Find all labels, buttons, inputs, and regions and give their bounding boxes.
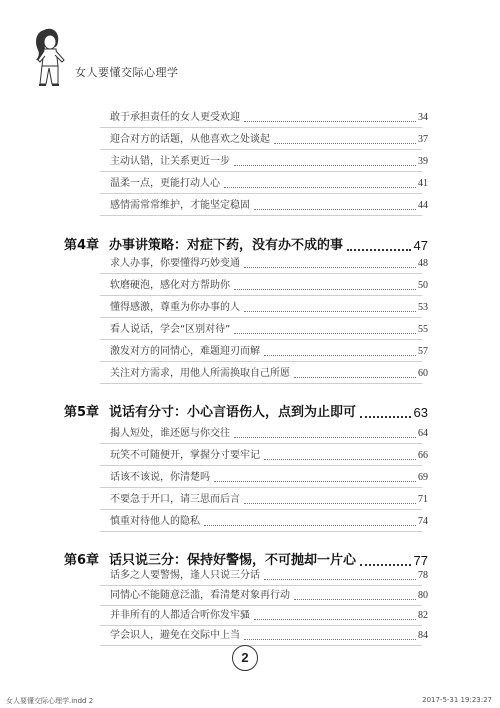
entry-title: 并非所有的人都适合听你发牢骚 xyxy=(110,610,250,621)
toc-entry[interactable] xyxy=(110,280,428,292)
toc-entry[interactable] xyxy=(110,324,428,336)
toc-entry[interactable] xyxy=(110,472,428,484)
chapter-title: 说话有分寸：小心言语伤人，点到为止即可 xyxy=(109,405,357,420)
entry-divider xyxy=(100,645,422,646)
dot-leader xyxy=(244,310,416,312)
dot-leader xyxy=(204,524,416,526)
page-reference: 82 xyxy=(418,610,428,621)
entry-divider xyxy=(100,273,422,274)
entry-title: 激发对方的同情心，难题迎刃而解 xyxy=(110,346,260,357)
dot-leader xyxy=(347,248,410,251)
page-reference: 64 xyxy=(418,428,428,439)
toc-entry[interactable] xyxy=(110,516,428,528)
entry-title: 软磨硬泡，感化对方帮助你 xyxy=(110,280,230,291)
entry-title: 关注对方需求，用他人所需换取自己所愿 xyxy=(110,368,290,379)
dot-leader xyxy=(264,354,416,356)
toc-entry[interactable] xyxy=(110,450,428,462)
page-reference: 74 xyxy=(418,516,428,527)
entry-divider xyxy=(100,295,422,296)
page-reference: 44 xyxy=(418,200,428,211)
book-title: 女人要懂交际心理学 xyxy=(75,66,179,79)
page-reference: 60 xyxy=(418,368,428,379)
dot-leader xyxy=(254,618,416,620)
entry-divider xyxy=(100,361,422,362)
dot-leader xyxy=(244,638,416,640)
page-reference: 78 xyxy=(418,570,428,581)
dot-leader xyxy=(294,598,416,600)
dot-leader xyxy=(244,502,416,504)
toc-entry[interactable] xyxy=(110,590,428,602)
entry-divider xyxy=(100,443,422,444)
entry-divider xyxy=(100,585,422,586)
entry-title: 慎重对待他人的隐私 xyxy=(110,516,200,527)
toc-entry[interactable] xyxy=(110,156,428,168)
entry-title: 看人说话，学会“区别对待” xyxy=(110,324,231,335)
entry-title: 懂得感激，尊重为你办事的人 xyxy=(110,302,240,313)
toc-entry[interactable] xyxy=(110,630,428,642)
entry-divider xyxy=(100,605,422,606)
toc-entry[interactable] xyxy=(110,570,428,582)
entry-divider xyxy=(100,625,422,626)
toc-entry[interactable] xyxy=(110,112,428,124)
entry-title: 揭人短处，谁还愿与你交往 xyxy=(110,428,230,439)
page-reference: 41 xyxy=(418,178,428,189)
page-reference: 53 xyxy=(418,302,428,313)
toc-chapter[interactable] xyxy=(64,405,428,421)
page-reference: 37 xyxy=(418,134,428,145)
chapter-number: 第4章 xyxy=(64,238,100,253)
entry-title: 温柔一点，更能打动人心 xyxy=(110,178,220,189)
footer-file-label: 女人要懂交际心理学.indd 2 xyxy=(6,697,94,705)
page-reference: 50 xyxy=(418,280,428,291)
entry-title: 主动认错，让关系更近一步 xyxy=(110,156,230,167)
footer-timestamp: 2017-5-31 19:23:27 xyxy=(422,696,492,704)
toc-entry[interactable] xyxy=(110,610,428,622)
entry-title: 感情需常常维护，才能坚定稳固 xyxy=(110,200,250,211)
page-reference: 71 xyxy=(418,494,428,505)
entry-title: 不要急于开口，请三思而后言 xyxy=(110,494,240,505)
entry-divider xyxy=(100,339,422,340)
entry-divider xyxy=(100,215,422,216)
dot-leader xyxy=(244,266,416,268)
dot-leader xyxy=(294,376,416,378)
entry-divider xyxy=(100,487,422,488)
dot-leader xyxy=(224,186,416,188)
dot-leader xyxy=(360,563,410,566)
entry-divider xyxy=(100,317,422,318)
page-reference: 66 xyxy=(418,450,428,461)
dot-leader xyxy=(264,458,416,460)
toc-chapter[interactable] xyxy=(64,553,428,569)
entry-title: 迎合对方的话题，从他喜欢之处谈起 xyxy=(110,134,270,145)
page-reference: 57 xyxy=(418,346,428,357)
entry-title: 话多之人要警惕，逢人只说三分话 xyxy=(110,570,260,581)
page-reference: 77 xyxy=(413,553,428,568)
toc-entry[interactable] xyxy=(110,368,428,380)
entry-title: 玩笑不可随便开，掌握分寸要牢记 xyxy=(110,450,260,461)
entry-title: 同情心不能随意泛滥，看清楚对象再行动 xyxy=(110,590,290,601)
entry-divider xyxy=(100,509,422,510)
dot-leader xyxy=(274,142,416,144)
chapter-title: 话只说三分：保持好警惕，不可抛却一片心 xyxy=(109,553,357,568)
page-reference: 80 xyxy=(418,590,428,601)
dot-leader xyxy=(264,578,416,580)
dot-leader xyxy=(234,164,416,166)
page-number: 2 xyxy=(232,645,258,671)
toc-entry[interactable] xyxy=(110,494,428,506)
entry-title: 学会识人，避免在交际中上当 xyxy=(110,630,240,641)
chapter-number: 第6章 xyxy=(64,553,100,568)
entry-divider xyxy=(100,171,422,172)
toc-entry[interactable] xyxy=(110,258,428,270)
page-reference: 63 xyxy=(413,405,428,420)
toc-entry[interactable] xyxy=(110,302,428,314)
page-reference: 47 xyxy=(413,238,428,253)
toc-entry[interactable] xyxy=(110,134,428,146)
entry-title: 求人办事，你要懂得巧妙变通 xyxy=(110,258,240,269)
dot-leader xyxy=(244,120,416,122)
toc-chapter[interactable] xyxy=(64,238,428,254)
entry-divider xyxy=(100,531,422,532)
toc-entry[interactable] xyxy=(110,200,428,212)
entry-title: 敢于承担责任的女人更受欢迎 xyxy=(110,112,240,123)
chapter-number: 第5章 xyxy=(64,405,100,420)
entry-divider xyxy=(100,149,422,150)
page-reference: 55 xyxy=(418,324,428,335)
toc-entry[interactable] xyxy=(110,428,428,440)
page-reference: 69 xyxy=(418,472,428,483)
dot-leader xyxy=(234,332,416,334)
entry-divider xyxy=(100,465,422,466)
page-reference: 48 xyxy=(418,258,428,269)
dot-leader xyxy=(234,288,416,290)
entry-divider xyxy=(100,383,422,384)
dot-leader xyxy=(214,480,416,482)
dot-leader xyxy=(254,208,416,210)
dot-leader xyxy=(360,415,410,418)
page-reference: 84 xyxy=(418,630,428,641)
page-reference: 34 xyxy=(418,112,428,123)
entry-divider xyxy=(100,127,422,128)
chapter-title: 办事讲策略：对症下药，没有办不成的事 xyxy=(109,238,344,253)
entry-divider xyxy=(100,193,422,194)
toc-entry[interactable] xyxy=(110,346,428,358)
entry-title: 话该不该说，你清楚吗 xyxy=(110,472,210,483)
dot-leader xyxy=(234,436,416,438)
toc-entry[interactable] xyxy=(110,178,428,190)
page-reference: 39 xyxy=(418,156,428,167)
